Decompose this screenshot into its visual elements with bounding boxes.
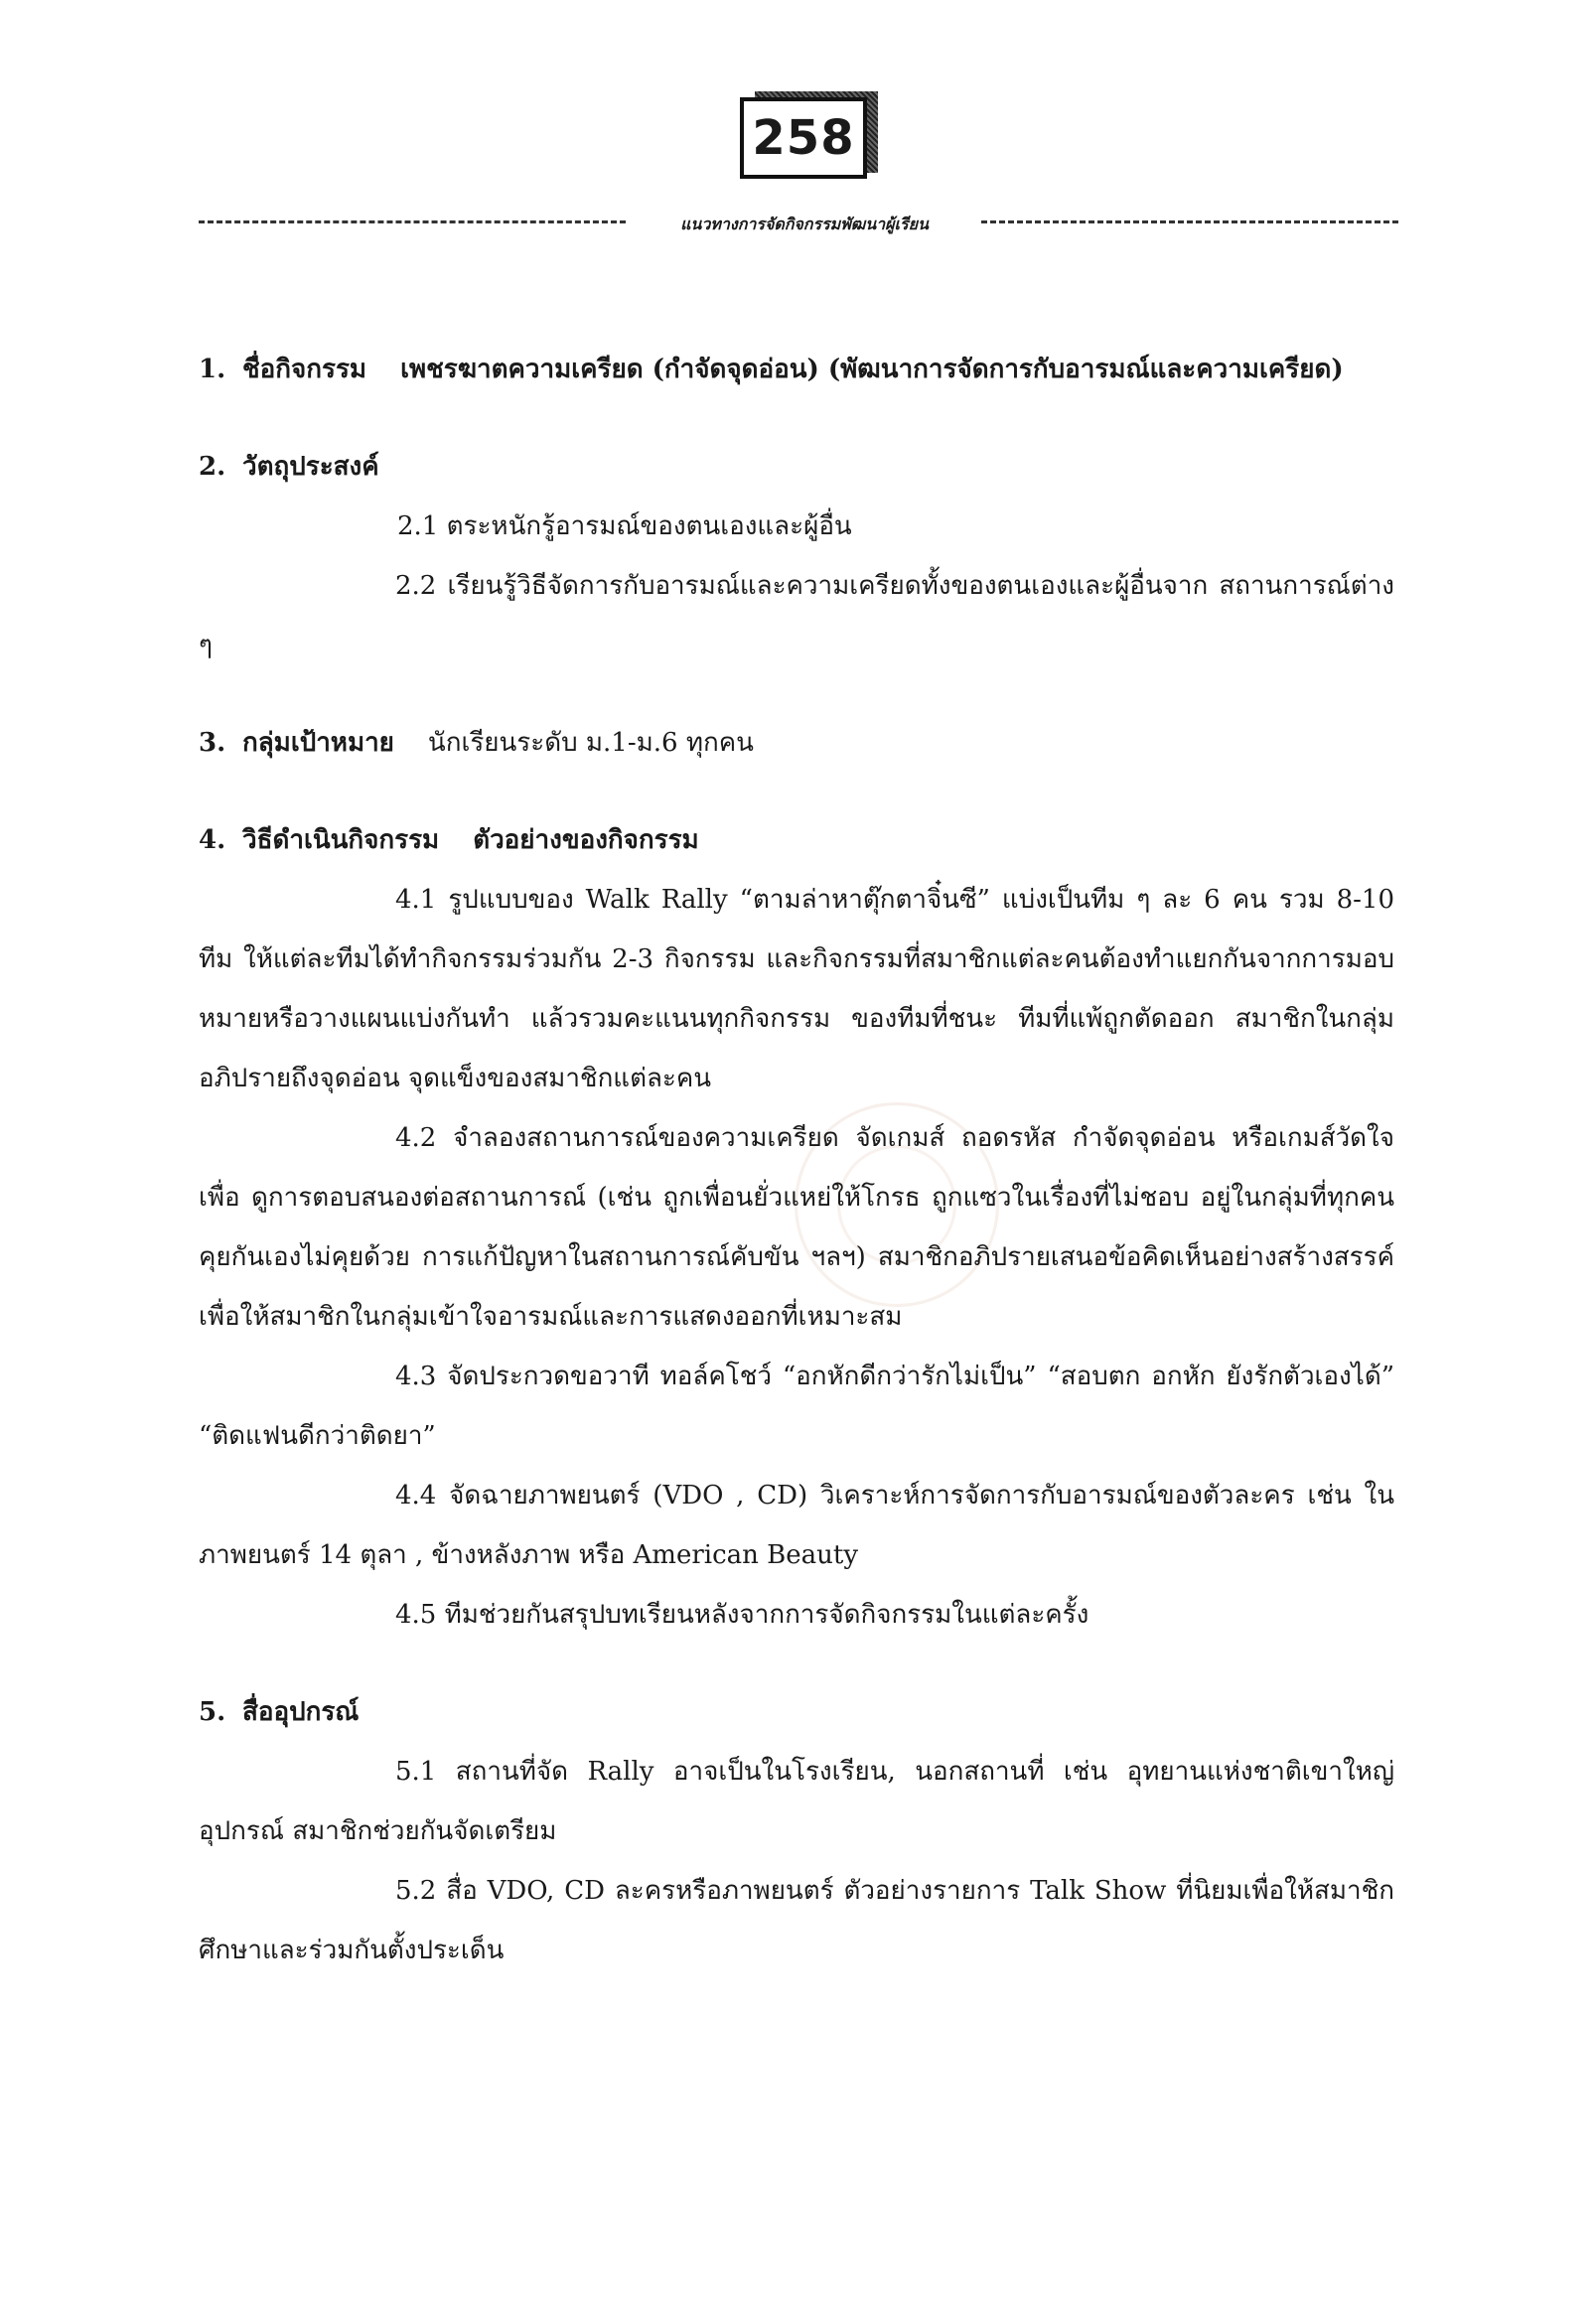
section-number: 1. [199,355,226,384]
running-title: แนวทางการจัดกิจกรรมพัฒนาผู้เรียน [680,215,929,233]
section-label: กลุ่มเป้าหมาย [242,728,394,758]
materials-item: 5.1 สถานที่จัด Rally อาจเป็นในโรงเรียน, นอกสถานที่ เช่น อุทยานแห่งชาติเขาใหญ่ อุปกรณ์ สมาชิกช่วยกันจัดเตรียม [199,1757,1394,1846]
section-number: 5. [199,1697,226,1727]
section-4-heading [199,810,1394,870]
section-label: สื่ออุปกรณ์ [242,1697,360,1727]
section-number: 3. [199,728,226,758]
section-number: 2. [199,452,226,482]
section-value: นักเรียนระดับ ม.1-ม.6 ทุกคน [427,728,754,758]
section-number: 4. [199,825,226,855]
section-3-heading [199,713,1394,773]
procedure-item: 4.4 จัดฉายภาพยนตร์ (VDO , CD) วิเคราะห์การจัดการกับอารมณ์ของตัวละคร เช่น ในภาพยนตร์ 14 ตุลา , ข้างหลังภาพ หรือ American Beauty [199,1481,1394,1570]
header-rule-left [199,220,626,223]
section-2-heading [199,437,1394,497]
objective-item: 2.1 ตระหนักรู้อารมณ์ของตนเองและผู้อื่น [397,511,852,541]
section-value: เพชรฆาตความเครียด (กำจัดจุดอ่อน) (พัฒนาการจัดการกับอารมณ์และความเครียด) [400,355,1344,384]
section-label: ชื่อกิจกรรม [242,355,367,384]
materials-item: 5.2 สื่อ VDO, CD ละครหรือภาพยนตร์ ตัวอย่างรายการ Talk Show ที่นิยมเพื่อให้สมาชิกศึกษาและร่วมกันตั้งประเด็น [199,1876,1394,1965]
section-5-heading [199,1682,1394,1742]
procedure-item: 4.1 รูปแบบของ Walk Rally “ตามล่าหาตุ๊กตาจิ๋นซี” แบ่งเป็นทีม ๆ ละ 6 คน รวม 8-10 ทีม ให้แต่ละทีมได้ทำกิจกรรมร่วมกัน 2-3 กิจกรรม และกิจกรรมที่สมาชิกแต่ละคนต้องทำแยกกันจากการมอบหมายหรือวางแผนแบ่งกันทำ แล้วรวมคะแนนทุกกิจกรรม ของทีมที่ชนะ ทีมที่แพ้ถูกตัดออก สมาชิกในกลุ่มอภิปรายถึงจุดอ่อน จุดแข็งของสมาชิกแต่ละคน [199,885,1394,1093]
section-label: วิธีดำเนินกิจกรรม [242,825,440,855]
procedure-item: 4.5 ทีมช่วยกันสรุปบทเรียนหลังจากการจัดกิจกรรมในแต่ละครั้ง [395,1600,1089,1630]
section-label: วัตถุประสงค์ [242,452,379,482]
procedure-item: 4.3 จัดประกวดขอวาที ทอล์คโชว์ “อกหักดีกว่ารักไม่เป็น” “สอบตก อกหัก ยังรักตัวเองได้” “ติดแฟนดีกว่าติดยา” [199,1362,1394,1451]
section-value: ตัวอย่างของกิจกรรม [473,825,699,855]
procedure-item: 4.2 จำลองสถานการณ์ของความเครียด จัดเกมส์ ถอดรหัส กำจัดจุดอ่อน หรือเกมส์วัดใจ เพื่อ ดูการตอบสนองต่อสถานการณ์ (เช่น ถูกเพื่อนยั่วแหย่ให้โกรธ ถูกแซวในเรื่องที่ไม่ชอบ อยู่ในกลุ่มที่ทุกคนคุยกันเองไม่คุยด้วย การแก้ปัญหาในสถานการณ์คับขัน ฯลฯ) สมาชิกอภิปรายเสนอข้อคิดเห็นอย่างสร้างสรรค์ เพื่อให้สมาชิกในกลุ่มเข้าใจอารมณ์และการแสดงออกที่เหมาะสม [199,1123,1394,1332]
document-body [199,340,1394,1980]
objective-item: 2.2 เรียนรู้วิธีจัดการกับอารมณ์และความเครียดทั้งของตนเองและผู้อื่นจาก สถานการณ์ต่าง ๆ [199,571,1394,660]
section-1-heading [199,340,1394,399]
header-rule-right [981,220,1398,223]
page-number: 258 [740,97,867,179]
